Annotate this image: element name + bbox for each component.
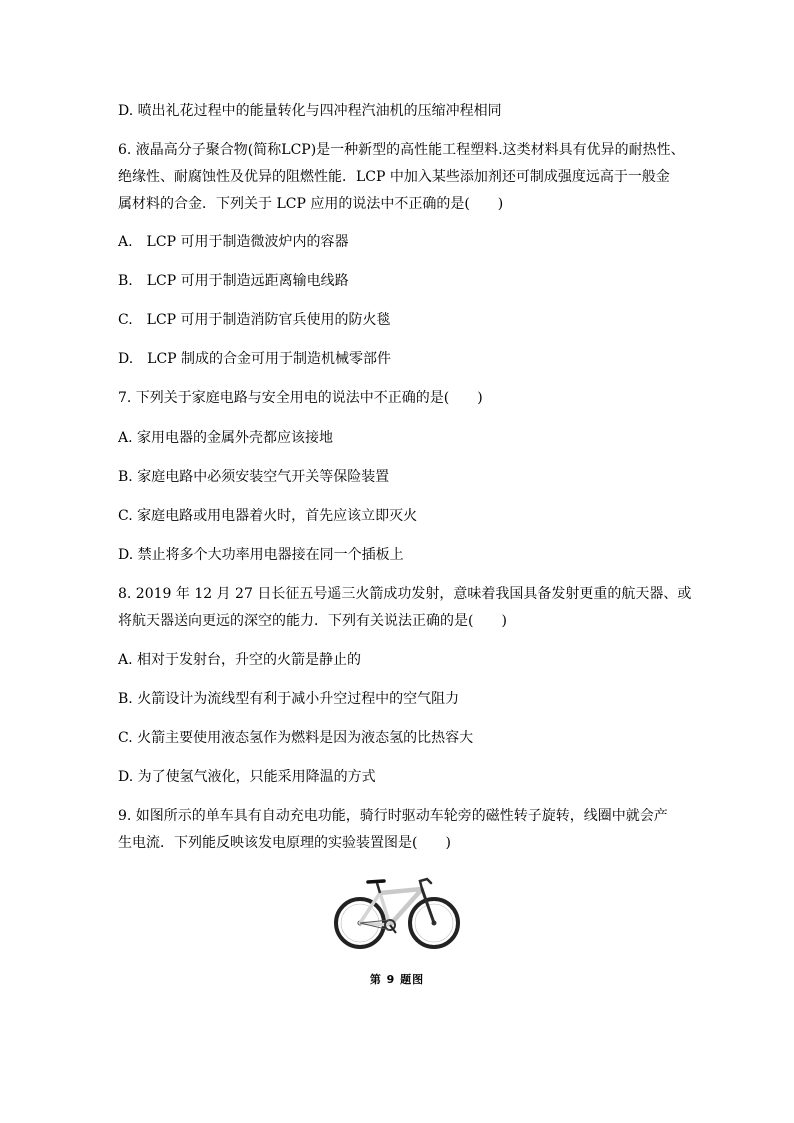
option-6a: A. LCP 可用于制造微波炉内的容器 (118, 234, 349, 250)
question-6-line-3: 属材料的合金．下列关于 LCP 应用的说法中不正确的是( ) (118, 196, 504, 212)
option-6c: C. LCP 可用于制造消防官兵使用的防火毯 (118, 312, 391, 328)
option-8d: D. 为了使氢气液化，只能采用降温的方式 (118, 769, 376, 785)
option-7c: C. 家庭电路或用电器着火时，首先应该立即灭火 (118, 508, 418, 524)
option-8a: A. 相对于发射台，升空的火箭是静止的 (118, 652, 362, 668)
option-7b: B. 家庭电路中必须安装空气开关等保险装置 (118, 469, 390, 485)
question-9-line-2: 生电流．下列能反映该发电原理的实验装置图是( ) (118, 835, 451, 851)
option-8c: C. 火箭主要使用液态氢作为燃料是因为液态氢的比热容大 (118, 730, 474, 746)
figure-caption: 第 9 题图 (369, 973, 425, 986)
fork (422, 889, 434, 923)
saddle (368, 881, 384, 882)
question-8-line-1: 8. 2019 年 12 月 27 日长征五号遥三火箭成功发射，意味着我国具备发射更重的航天器、或 (118, 586, 692, 602)
question-6-line-2: 绝缘性、耐腐蚀性及优异的阻燃性能．LCP 中加入某些添加剂还可制成强度远高于一般金 (118, 169, 670, 185)
handlebar (420, 879, 431, 889)
question-8-line-2: 将航天器送向更远的深空的能力．下列有关说法正确的是( ) (118, 613, 507, 629)
option-8b: B. 火箭设计为流线型有利于减小升空过程中的空气阻力 (118, 691, 460, 707)
option-7a: A. 家用电器的金属外壳都应该接地 (118, 430, 334, 446)
bicycle-image (330, 873, 465, 953)
option-6d: D. LCP 制成的合金可用于制造机械零部件 (118, 351, 392, 367)
option-5d: D. 喷出礼花过程中的能量转化与四冲程汽油机的压缩冲程相同 (118, 103, 502, 119)
bicycle-figure (330, 873, 465, 953)
option-6b: B. LCP 可用于制造远距离输电线路 (118, 273, 349, 289)
question-7: 7. 下列关于家庭电路与安全用电的说法中不正确的是( ) (118, 390, 483, 406)
option-7d: D. 禁止将多个大功率用电器接在同一个插板上 (118, 547, 404, 563)
question-9-line-1: 9. 如图所示的单车具有自动充电功能，骑行时驱动车轮旁的磁性转子旋转，线圈中就会产 (118, 808, 668, 824)
question-6-line-1: 6. 液晶高分子聚合物(简称LCP)是一种新型的高性能工程塑料.这类材料具有优异的耐热性、 (118, 142, 685, 158)
